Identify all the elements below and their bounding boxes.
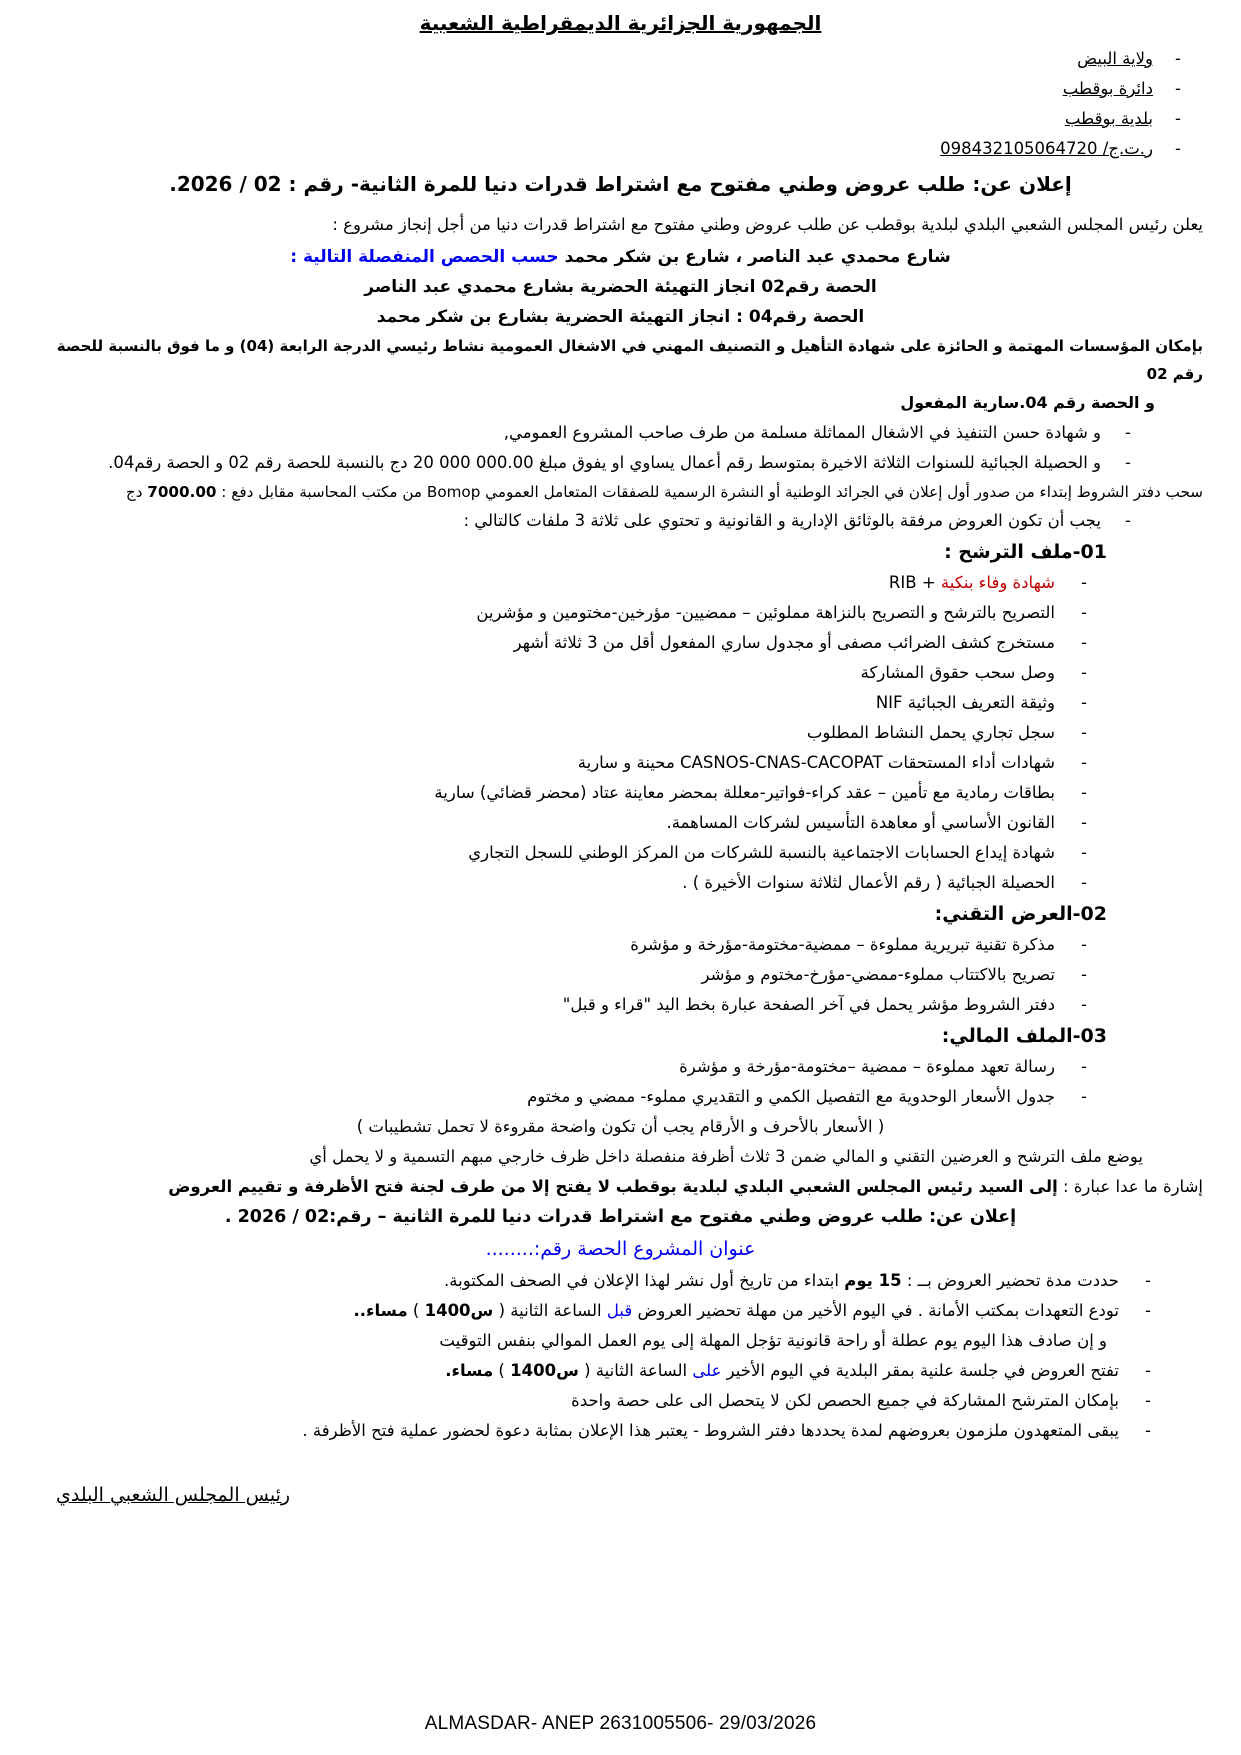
envelope-line2-prefix: إشارة ما عدا عبارة : (1057, 1177, 1203, 1196)
candidacy-item: - سجل تجاري يحمل النشاط المطلوب (38, 718, 1203, 748)
signature-title: رئيس المجلس الشعبي البلدي (56, 1484, 291, 1506)
lot-02-line: الحصة رقم02 انجاز التهيئة الحضرية بشارع محمدي عبد الناصر (364, 277, 877, 297)
signature-block (38, 1446, 1203, 1511)
participation-rule-note: - بإمكان المترشح المشاركة في جميع الحصص لكن لا يتحصل الى على حصة واحدة (38, 1386, 1203, 1416)
turnover-prefix: و الحصيلة الجبائية للسنوات الثلاثة الاخيرة بمتوسط رقم أعمال يساوي او يفوق مبلغ (533, 453, 1101, 472)
withdraw-suffix: دج (125, 483, 148, 501)
lots-note: حسب الحصص المنفصلة التالية : (290, 247, 559, 267)
candidacy-item: - الحصيلة الجبائية ( رقم الأعمال لثلاثة سنوات الأخيرة ) . (38, 868, 1203, 898)
turnover-suffix: دج بالنسبة للحصة رقم 02 و الحصة رقم04. (108, 453, 413, 472)
open-prefix: تفتح العروض في جلسة علنية بمقر البلدية في اليوم الأخير (721, 1361, 1119, 1380)
admin-line-wilaya (38, 44, 1203, 74)
offers-validity-note: - يبقى المتعهدون ملزمون بعروضهم لمدة يحددها دفتر الشروط - يعتبر هذا الإعلان بمثابة دعوة لحضور عملية فتح الأظرفة . (38, 1416, 1203, 1446)
lot-04-line: الحصة رقم04 : انجاز التهيئة الحضرية بشارع بن شكر محمد (376, 307, 865, 327)
republic-title: الجمهورية الجزائرية الديمقراطية الشعبية (419, 11, 822, 35)
anep-footer-note: ALMASDAR- ANEP 2631005506- 29/03/2026 (424, 1713, 817, 1734)
admin-line-text: ولاية البيض (1077, 49, 1153, 68)
specs-withdraw-line (38, 478, 1203, 506)
intro-paragraph: يعلن رئيس المجلس الشعبي البلدي لبلدية بوقطب عن طلب عروض وطني مفتوح مع اشتراط قدرات دنيا من أجل إنجاز مشروع : (332, 215, 1203, 234)
admin-line-daira (38, 74, 1203, 104)
submit-close: ) (407, 1301, 425, 1320)
deadline-preparation (38, 1266, 1203, 1296)
submit-mid: الساعة الثانية ( (493, 1301, 607, 1320)
eligibility-line-1: بإمكان المؤسسات المهتمة و الحائزة على شهادة التأهيل و التصنيف المهني في الاشغال العمومية نشاط رئيسي الدرجة الرابعة (04) و ما فوق بالنسبة للحصة رقم 02 (56, 337, 1203, 383)
open-at-word: على (692, 1361, 722, 1380)
financial-item: - جدول الأسعار الوحدوية مع التفصيل الكمي و التقديري مملوء- ممضي و مختوم (38, 1082, 1203, 1112)
submit-before-word: قبل (606, 1301, 633, 1320)
technical-item: - مذكرة تقنية تبريرية مملوءة – ممضية-مختومة-مؤرخة و مؤشرة (38, 930, 1203, 960)
technical-item: - دفتر الشروط مؤشر يحمل في آخر الصفحة عبارة بخط اليد "قراء و قبل" (38, 990, 1203, 1020)
withdraw-amount: 7000.00 (147, 483, 217, 501)
admin-line-text: ر.ت.ج/ 098432105064720 (940, 139, 1153, 158)
open-evening: مساء. (445, 1361, 494, 1380)
holiday-postponement-note: و إن صادف هذا اليوم يوم عطلة أو راحة قانونية تؤجل المهلة إلى يوم العمل الموالي بنفس التوقيت (439, 1331, 1107, 1350)
admin-line-text: دائرة بوقطب (1062, 79, 1153, 98)
prep-prefix: حددت مدة تحضير العروض بــ : (901, 1271, 1119, 1290)
admin-list (38, 44, 1203, 164)
open-close: ) (493, 1361, 511, 1380)
candidacy-item: - شهادة إيداع الحسابات الاجتماعية بالنسبة للشركات من المركز الوطني للسجل التجاري (38, 838, 1203, 868)
project-title-placeholder-line: عنوان المشروع الحصة رقم:........ (485, 1238, 756, 1260)
envelope-instruction-line1: يوضع ملف الترشح و العرضين التقني و المالي ضمن 3 ثلاث أظرفة منفصلة داخل ظرف خارجي مبهم التسمية و لا يحمل أي (309, 1147, 1143, 1166)
prices-legibility-note: ( الأسعار بالأحرف و الأرقام يجب أن تكون واضحة مقروءة لا تحمل تشطيبات ) (356, 1117, 885, 1136)
eligibility-line-2: و الحصة رقم 04.سارية المفعول (900, 393, 1155, 412)
rib-item-red-text: شهادة وفاء بنكية (940, 573, 1055, 592)
candidacy-item: - القانون الأساسي أو معاهدة التأسيس لشركات المساهمة. (38, 808, 1203, 838)
withdraw-prefix: سحب دفتر الشروط إبتداء من صدور أول إعلان في الجرائد الوطنية أو النشرة الرسمية للصفقات المتعامل العمومي Bomop من مكتب المحاسبة مقابل دفع : (216, 483, 1203, 501)
candidacy-item: - وصل سحب حقوق المشاركة (38, 658, 1203, 688)
eligibility-bullet-execution: - و شهادة حسن التنفيذ في الاشغال المماثلة مسلمة من طرف صاحب المشروع العمومي, (38, 418, 1203, 448)
open-mid: الساعة الثانية ( (578, 1361, 693, 1380)
re-announcement-title: إعلان عن: طلب عروض وطني مفتوح مع اشتراط قدرات دنيا للمرة الثانية – رقم:02 / 2026 . (224, 1207, 1017, 1227)
deadline-opening (38, 1356, 1203, 1386)
files-requirement-note: - يجب أن تكون العروض مرفقة بالوثائق الإدارية و القانونية و تحتوي على ثلاثة 3 ملفات كالتالي : (38, 506, 1203, 536)
section-heading-candidacy: 01-ملف الترشح : (944, 541, 1107, 563)
announcement-title: إعلان عن: طلب عروض وطني مفتوح مع اشتراط قدرات دنيا للمرة الثانية- رقم : 02 / 2026. (169, 172, 1072, 196)
admin-line-registry (38, 134, 1203, 164)
financial-item: - رسالة تعهد مملوءة – ممضية –مختومة-مؤرخة و مؤشرة (38, 1052, 1203, 1082)
submit-evening: مساء.. (353, 1301, 408, 1320)
submit-time: 14س00 (424, 1301, 494, 1320)
prep-suffix: ابتداء من تاريخ أول نشر لهذا الإعلان في الصحف المكتوبة. (444, 1271, 845, 1290)
candidacy-item: - التصريح بالترشح و التصريح بالنزاهة مملوئين – ممضيين- مؤرخين-مختومين و مؤشرين (38, 598, 1203, 628)
candidacy-item: - بطاقات رمادية مع تأمين – عقد كراء-فواتير-معللة بمحضر معاينة عتاد (محضر قضائي) سارية (38, 778, 1203, 808)
section-heading-financial: 03-الملف المالي: (941, 1025, 1107, 1047)
envelope-instruction-line2 (38, 1172, 1203, 1202)
rib-item-black-text: + RIB (888, 573, 941, 592)
admin-line-text: بلدية بوقطب (1064, 109, 1153, 128)
envelope-address-bold: إلى السيد رئيس المجلس الشعبي البلدي لبلدية بوقطب لا يفتح إلا من طرف لجنة فتح الأظرفة و تقييم العروض (168, 1177, 1058, 1196)
candidacy-item: - مستخرج كشف الضرائب مصفى أو مجدول ساري المفعول أقل من 3 ثلاثة أشهر (38, 628, 1203, 658)
section-heading-technical: 02-العرض التقني: (934, 903, 1107, 925)
candidacy-item: - شهادات أداء المستحقات CASNOS-CNAS-CACOPAT محينة و سارية (38, 748, 1203, 778)
admin-line-commune (38, 104, 1203, 134)
submit-prefix: تودع التعهدات بمكتب الأمانة . في اليوم الأخير من مهلة تحضير العروض (632, 1301, 1119, 1320)
turnover-amount: 20 000 000.00 (412, 453, 534, 472)
project-streets: شارع محمدي عبد الناصر ، شارع بن شكر محمد (558, 247, 951, 267)
eligibility-bullet-turnover (38, 448, 1203, 478)
technical-item: - تصريح بالاكتتاب مملوء-ممضي-مؤرخ-مختوم و مؤشر (38, 960, 1203, 990)
deadline-submission (38, 1296, 1203, 1326)
open-time: 14س00 (510, 1361, 579, 1380)
candidacy-item-rib (38, 568, 1203, 598)
prep-duration: 15 يوم (844, 1271, 902, 1290)
candidacy-item: - وثيقة التعريف الجبائية NIF (38, 688, 1203, 718)
project-streets-line (38, 242, 1203, 272)
